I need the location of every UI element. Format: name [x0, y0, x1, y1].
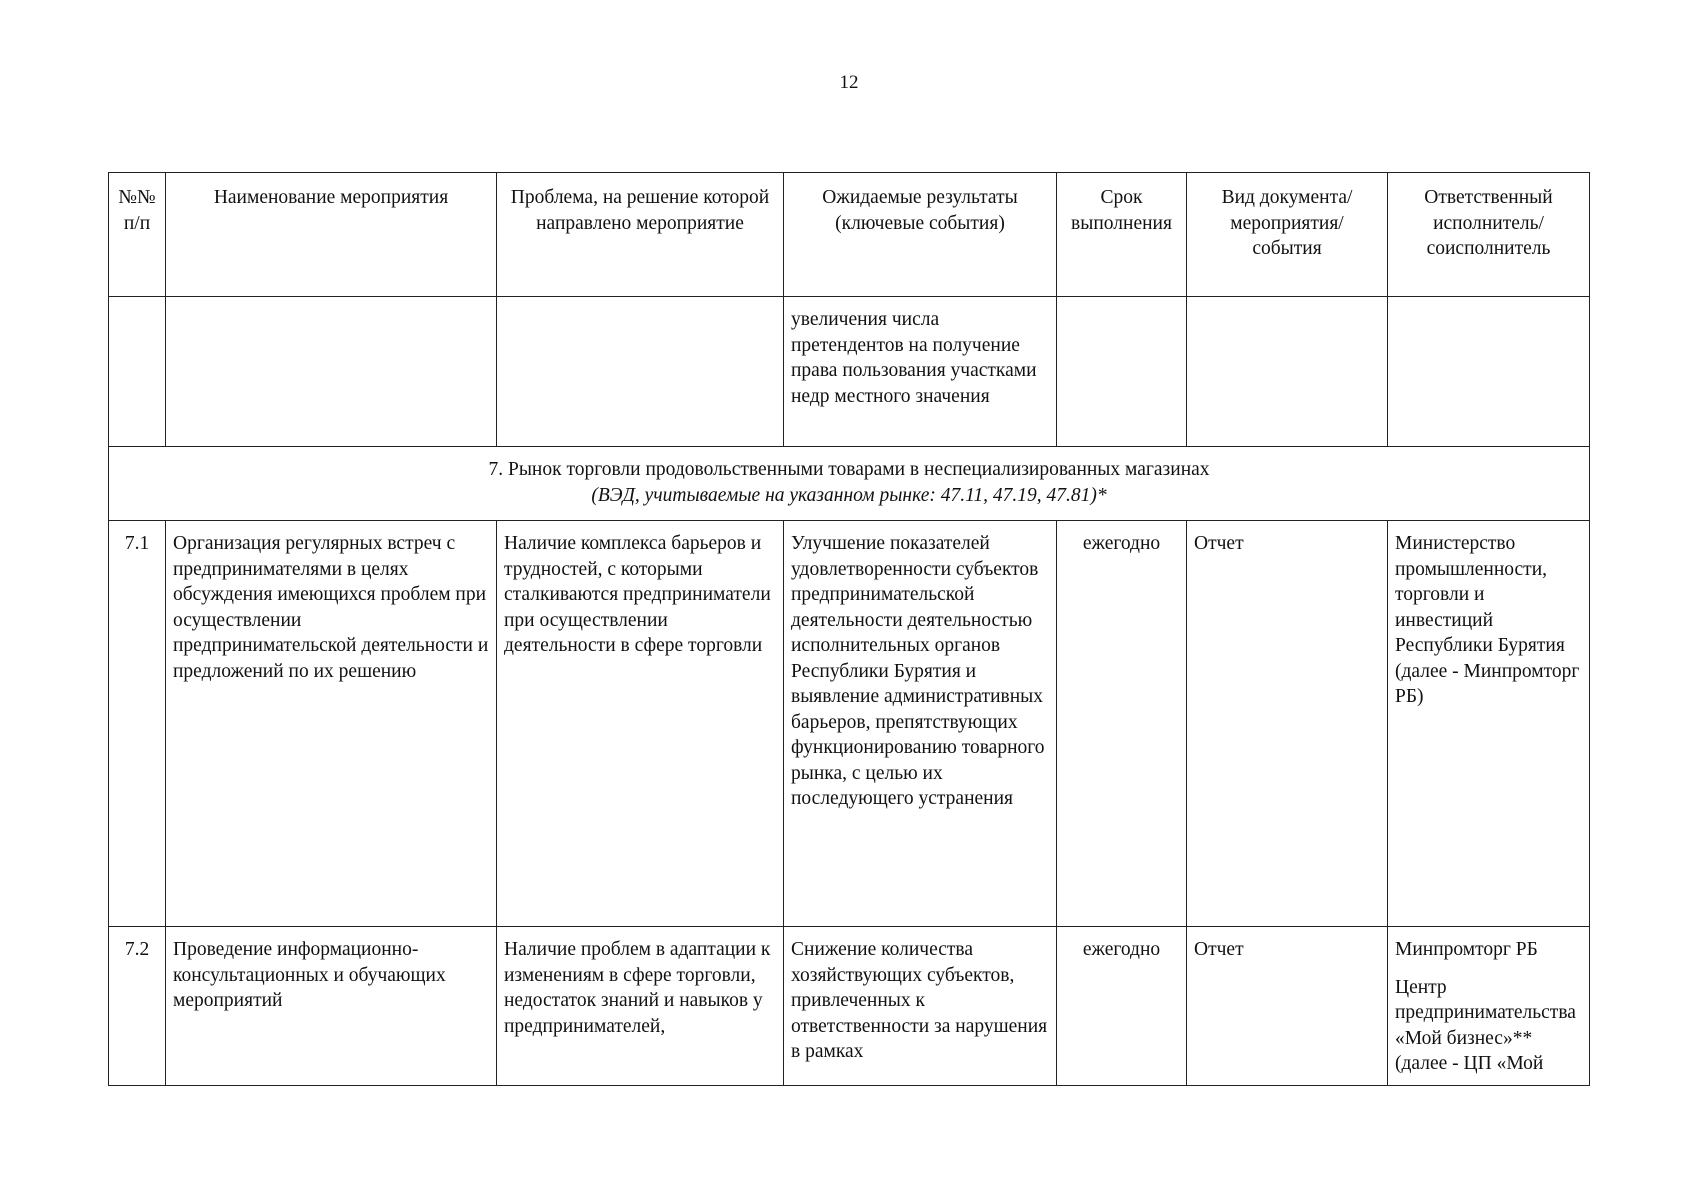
cell-deadline: ежегодно — [1057, 521, 1187, 927]
cell-responsible: Министерство промышленности, торговли и инвестиций Республики Бурятия (далее - Минпромторг РБ) — [1388, 521, 1590, 927]
cell-num: 7.2 — [109, 927, 166, 1086]
responsible-secondary: Центр предпринимательства «Мой бизнес»** (далее - ЦП «Мой — [1395, 976, 1576, 1074]
table-row — [109, 521, 1590, 927]
page-number: 12 — [839, 72, 859, 93]
table-row — [109, 927, 1590, 1086]
cell-results: увеличения числа претендентов на получение права пользования участками недр местного значения — [784, 297, 1057, 447]
header-name: Наименование мероприятия — [166, 173, 497, 297]
header-results: Ожидаемые результаты (ключевые события) — [784, 173, 1057, 297]
cell-empty — [497, 297, 784, 447]
table-row-continued — [109, 297, 1590, 447]
cell-doc-type: Отчет — [1187, 927, 1388, 1086]
header-num: №№ п/п — [109, 173, 166, 297]
cell-name: Проведение информационно-консультационных и обучающих мероприятий — [166, 927, 497, 1086]
header-responsible: Ответственный исполнитель/ соисполнитель — [1388, 173, 1590, 297]
cell-empty — [109, 297, 166, 447]
cell-empty — [1388, 297, 1590, 447]
cell-name: Организация регулярных встреч с предпринимателями в целях обсуждения имеющихся проблем при осуществлении предпринимательской деятельности и предложений по их решению — [166, 521, 497, 927]
section-subtitle: (ВЭД, учитываемые на указанном рынке: 47.11, 47.19, 47.81)* — [591, 484, 1107, 506]
cell-responsible — [1388, 927, 1590, 1086]
cell-doc-type: Отчет — [1187, 521, 1388, 927]
section-cell — [109, 447, 1590, 521]
table-header-row — [109, 173, 1590, 297]
header-deadline: Срок выполнения — [1057, 173, 1187, 297]
header-problem: Проблема, на решение которой направлено мероприятие — [497, 173, 784, 297]
cell-problem: Наличие проблем в адаптации к изменениям в сфере торговли, недостаток знаний и навыков у предпринимателей, — [497, 927, 784, 1086]
cell-deadline: ежегодно — [1057, 927, 1187, 1086]
section-row — [109, 447, 1590, 521]
responsible-primary: Минпромторг РБ — [1395, 939, 1538, 960]
cell-empty — [166, 297, 497, 447]
cell-num: 7.1 — [109, 521, 166, 927]
cell-problem: Наличие комплекса барьеров и трудностей, с которыми сталкиваются предприниматели при осуществлении деятельности в сфере торговли — [497, 521, 784, 927]
cell-results: Снижение количества хозяйствующих субъектов, привлеченных к ответственности за нарушения в рамках — [784, 927, 1057, 1086]
cell-empty — [1057, 297, 1187, 447]
cell-empty — [1187, 297, 1388, 447]
action-plan-table — [108, 172, 1590, 1086]
cell-results: Улучшение показателей удовлетворенности субъектов предпринимательской деятельности деятельностью исполнительных органов Республики Бурятия и выявление административных барьеров, препятствующих функционированию товарного рынка, с целью их последующего устранения — [784, 521, 1057, 927]
header-doc-type: Вид документа/ мероприятия/ события — [1187, 173, 1388, 297]
section-title: 7. Рынок торговли продовольственными товарами в неспециализированных магазинах — [488, 459, 1210, 480]
